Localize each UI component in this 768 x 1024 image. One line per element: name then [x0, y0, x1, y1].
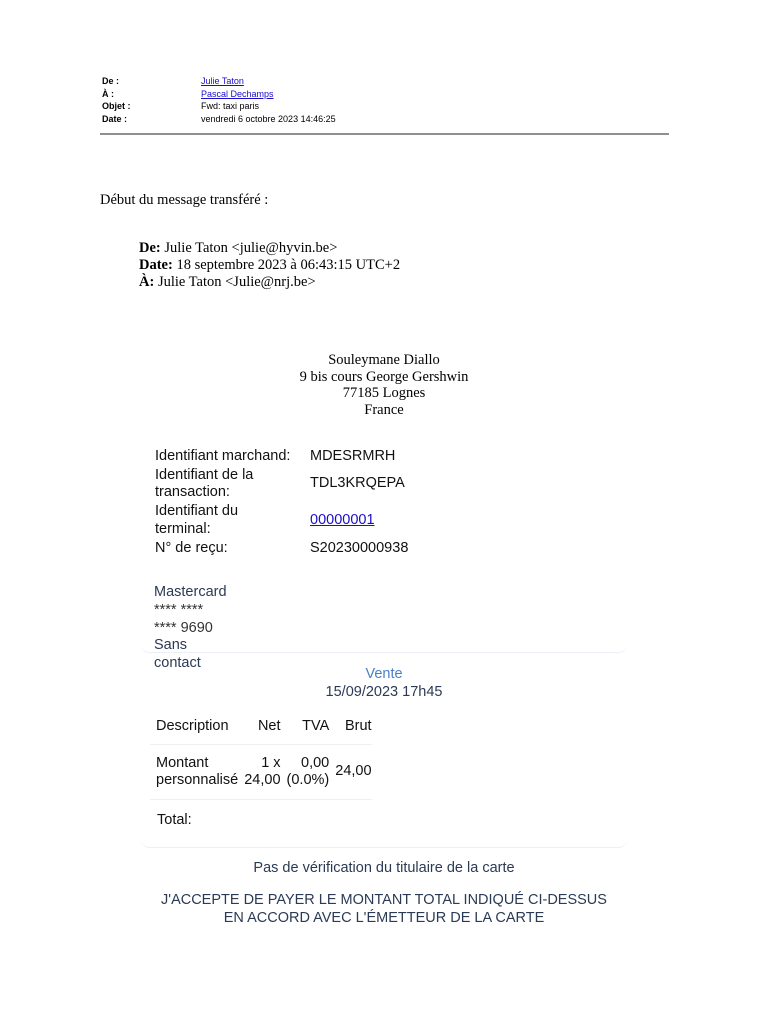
receipt-number-value: S20230000938 — [310, 539, 409, 556]
table-header-row — [150, 708, 372, 745]
subject-label: Objet : — [102, 101, 131, 112]
from-link[interactable]: Julie Taton — [201, 76, 244, 86]
item-tva-amount: 0,00 — [301, 754, 330, 771]
table-row — [150, 745, 372, 800]
original-message-header — [139, 240, 400, 290]
orig-to-value: Julie Taton <Julie@nrj.be> — [157, 273, 316, 290]
acceptance-statement — [0, 891, 768, 927]
date-value: vendredi 6 octobre 2023 14:46:25 — [201, 113, 336, 124]
merchant-id-value: MDESRMRH — [310, 447, 396, 464]
orig-date-value: 18 septembre 2023 à 06:43:15 UTC+2 — [176, 256, 401, 273]
item-description-2: personnalisé — [156, 772, 239, 788]
merchant-address — [0, 352, 768, 418]
item-brut: 24,00 — [329, 745, 371, 800]
to-label: À : — [102, 88, 114, 99]
transaction-id-value: TDL3KRQEPA — [310, 475, 405, 492]
card-mode: Sans contact — [154, 637, 201, 672]
terminal-id-label-1: Identifiant du — [155, 503, 239, 519]
orig-from-label: De: — [139, 240, 161, 256]
subject-value: Fwd: taxi paris — [201, 101, 260, 112]
receipt-number-label: N° de reçu: — [155, 539, 228, 556]
from-label: De : — [102, 76, 120, 86]
cardholder-notice: Pas de vérification du titulaire de la carte — [253, 860, 515, 876]
forward-intro: Début du message transféré : — [100, 192, 269, 208]
transaction-id-label-2: transaction: — [155, 484, 230, 500]
sale-datetime: 15/09/2023 17h45 — [325, 683, 443, 700]
receipt-identifiers — [155, 447, 408, 558]
sale-header — [0, 666, 768, 701]
item-tva-rate: (0.0%) — [286, 772, 330, 788]
merchant-name: Souleymane Diallo — [328, 352, 440, 368]
terminal-id-label-2: terminal: — [155, 520, 211, 537]
terminal-id-link[interactable]: 00000001 — [310, 511, 375, 528]
transaction-id-label-1: Identifiant de la — [155, 466, 254, 483]
orig-date-label: Date: — [139, 256, 173, 273]
col-tva: TVA — [302, 718, 330, 734]
to-link[interactable]: Pascal Dechamps — [201, 88, 274, 99]
merchant-street: 9 bis cours George Gershwin — [299, 368, 469, 385]
orig-to-label: À: — [139, 273, 155, 290]
item-description-1: Montant — [156, 754, 209, 771]
merchant-id-label: Identifiant marchand: — [155, 447, 291, 464]
items-table — [150, 708, 372, 800]
total-label: Total: — [157, 812, 192, 828]
card-brand: Mastercard — [154, 584, 227, 600]
item-net-qty: 1 x — [261, 754, 281, 771]
item-net-amount: 24,00 — [244, 772, 281, 788]
orig-from-value: Julie Taton <julie@hyvin.be> — [164, 240, 338, 256]
col-net: Net — [257, 718, 281, 734]
col-description: Description — [156, 718, 229, 734]
acceptance-line-1: J'ACCEPTE DE PAYER LE MONTANT TOTAL INDIQUÉ CI-DESSUS — [161, 892, 607, 908]
col-brut: Brut — [344, 718, 372, 734]
acceptance-line-2: EN ACCORD AVEC L'ÉMETTEUR DE LA CARTE — [223, 910, 545, 926]
date-label: Date : — [102, 113, 128, 124]
card-number: **** **** **** 9690 — [154, 601, 213, 636]
email-header — [102, 75, 336, 125]
merchant-country: France — [364, 401, 404, 418]
header-divider — [100, 133, 669, 135]
sale-type: Vente — [365, 666, 403, 682]
merchant-city: 77185 Lognes — [342, 385, 426, 402]
